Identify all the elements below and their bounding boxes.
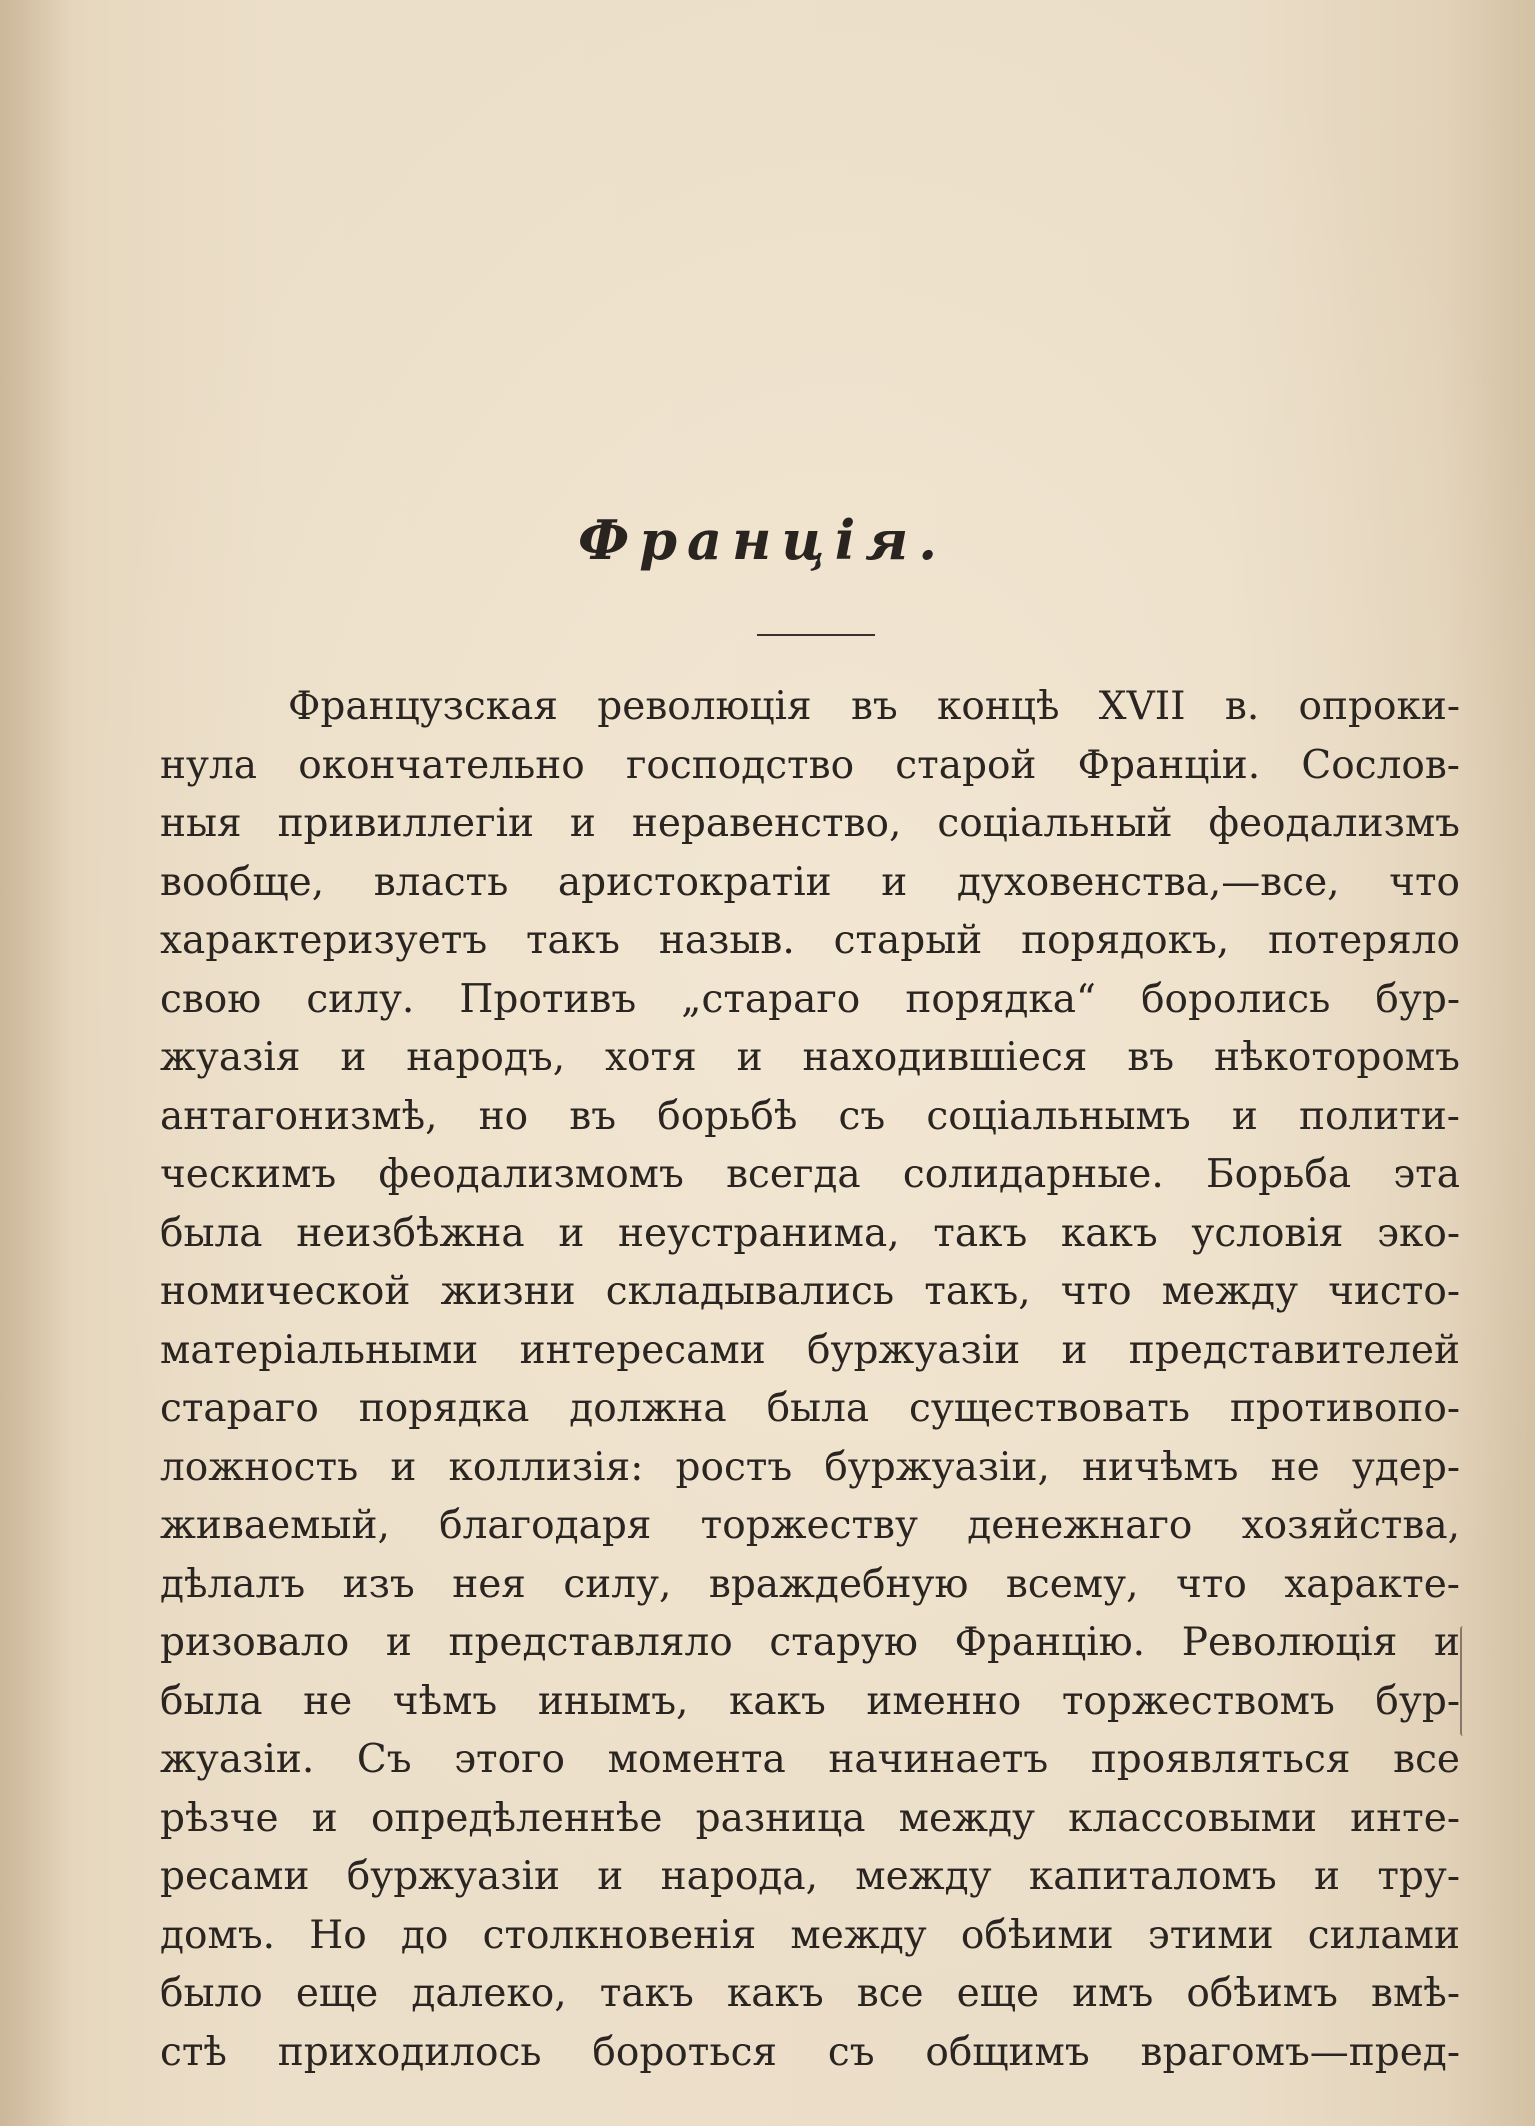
text-line: ческимъ феодализмомъ всегда солидарные. Борьба эта — [160, 1152, 1460, 1197]
text-line: ресами буржуазiи и народа, между капиталомъ и тру- — [160, 1854, 1460, 1899]
text-line: была неизбѣжна и неустранима, такъ какъ условiя эко- — [160, 1210, 1460, 1256]
chapter-title: Францiя. — [577, 508, 947, 572]
text-line: была не чѣмъ инымъ, какъ именно торжествомъ бур- — [160, 1678, 1460, 1724]
text-line: жуазiи. Съ этого момента начинаетъ проявляться все — [160, 1737, 1460, 1782]
text-line: рѣзче и опредѣленнѣе разница между классовыми инте- — [160, 1795, 1460, 1841]
text-line: ложность и коллизiя: ростъ буржуазiи, ничѣмъ не удер- — [160, 1444, 1460, 1490]
title-rule — [757, 634, 875, 636]
body-paragraph — [160, 678, 1460, 2082]
text-line: было еще далеко, такъ какъ все еще имъ обѣимъ вмѣ- — [160, 1971, 1460, 2016]
text-line: номической жизни складывались такъ, что между чисто- — [160, 1269, 1460, 1314]
text-line: нула окончательно господство старой Францiи. Сослов- — [160, 742, 1460, 788]
text-line: характеризуетъ такъ назыв. старый порядокъ, потеряло — [160, 918, 1460, 963]
text-line: вообще, власть аристократiи и духовенства,—все, что — [160, 859, 1460, 905]
text-line: стѣ приходилось бороться съ общимъ врагомъ—пред- — [160, 2029, 1460, 2075]
text-line: ныя привиллегiи и неравенство, соцiальный феодализмъ — [160, 801, 1460, 846]
page-edge-shadow — [0, 0, 70, 2126]
margin-pencil-mark — [1460, 1626, 1466, 1736]
text-line: антагонизмѣ, но въ борьбѣ съ соцiальнымъ и полити- — [160, 1093, 1460, 1139]
text-line: матерiальными интересами буржуазiи и представителей — [160, 1327, 1460, 1373]
text-line: ризовало и представляло старую Францiю. Революцiя и — [160, 1620, 1460, 1665]
text-line: жуазiя и народъ, хотя и находившiеся въ нѣкоторомъ — [160, 1035, 1460, 1080]
text-line: стараго порядка должна была существовать противопо- — [160, 1386, 1460, 1431]
text-line: дѣлалъ изъ нея силу, враждебную всему, что характе- — [160, 1561, 1460, 1607]
text-line: свою силу. Противъ „стараго порядка“ боролись бур- — [160, 976, 1460, 1022]
text-line: домъ. Но до столкновенiя между обѣими этими силами — [160, 1912, 1460, 1958]
text-line: Французская революцiя въ концѣ XVII в. опроки- — [288, 684, 1460, 729]
text-line: живаемый, благодаря торжеству денежнаго хозяйства, — [160, 1503, 1460, 1548]
